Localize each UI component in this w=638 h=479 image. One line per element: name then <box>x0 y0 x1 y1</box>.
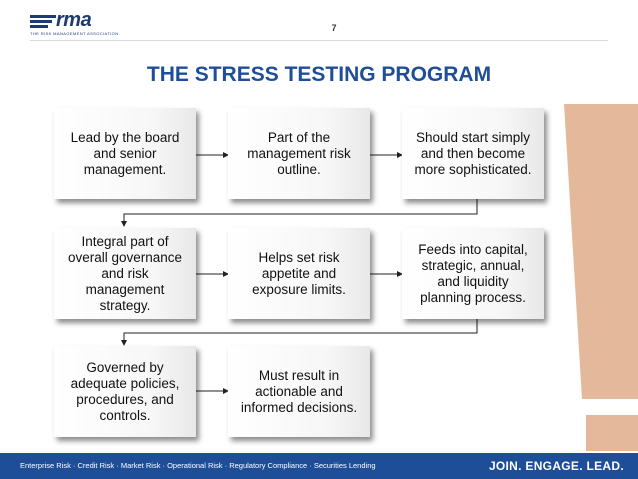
flow-step-1: Lead by the board and senior management. <box>54 108 196 199</box>
slide-title: THE STRESS TESTING PROGRAM <box>146 63 492 86</box>
page-number: 7 <box>331 23 337 33</box>
flow-step-7: Governed by adequate policies, procedures, and controls. <box>54 346 196 437</box>
flow-step-2: Part of the management risk outline. <box>228 108 370 199</box>
footer-bar <box>0 453 638 479</box>
flow-step-6: Feeds into capital, strategic, annual, and liquidity planning process. <box>402 228 544 319</box>
footer-services: Enterprise Risk · Credit Risk · Market Risk · Operational Risk · Regulatory Compliance · Securities Lending <box>20 461 376 470</box>
footer-slogan: JOIN. ENGAGE. LEAD. <box>488 459 624 473</box>
flow-step-4: Integral part of overall governance and risk management strategy. <box>54 228 196 319</box>
flow-step-5: Helps set risk appetite and exposure limits. <box>228 228 370 319</box>
flow-step-3: Should start simply and then become more sophisticated. <box>402 108 544 199</box>
exclamation-dot <box>586 415 638 451</box>
exclamation-bar <box>564 104 638 399</box>
logo-tagline: THE RISK MANAGEMENT ASSOCIATION <box>30 31 119 36</box>
arrow-6-7 <box>124 318 477 345</box>
exclamation-decoration <box>558 104 638 451</box>
arrow-3-4 <box>124 198 477 226</box>
flow-step-8: Must result in actionable and informed decisions. <box>228 346 370 437</box>
logo-wordmark: rma <box>56 9 92 31</box>
